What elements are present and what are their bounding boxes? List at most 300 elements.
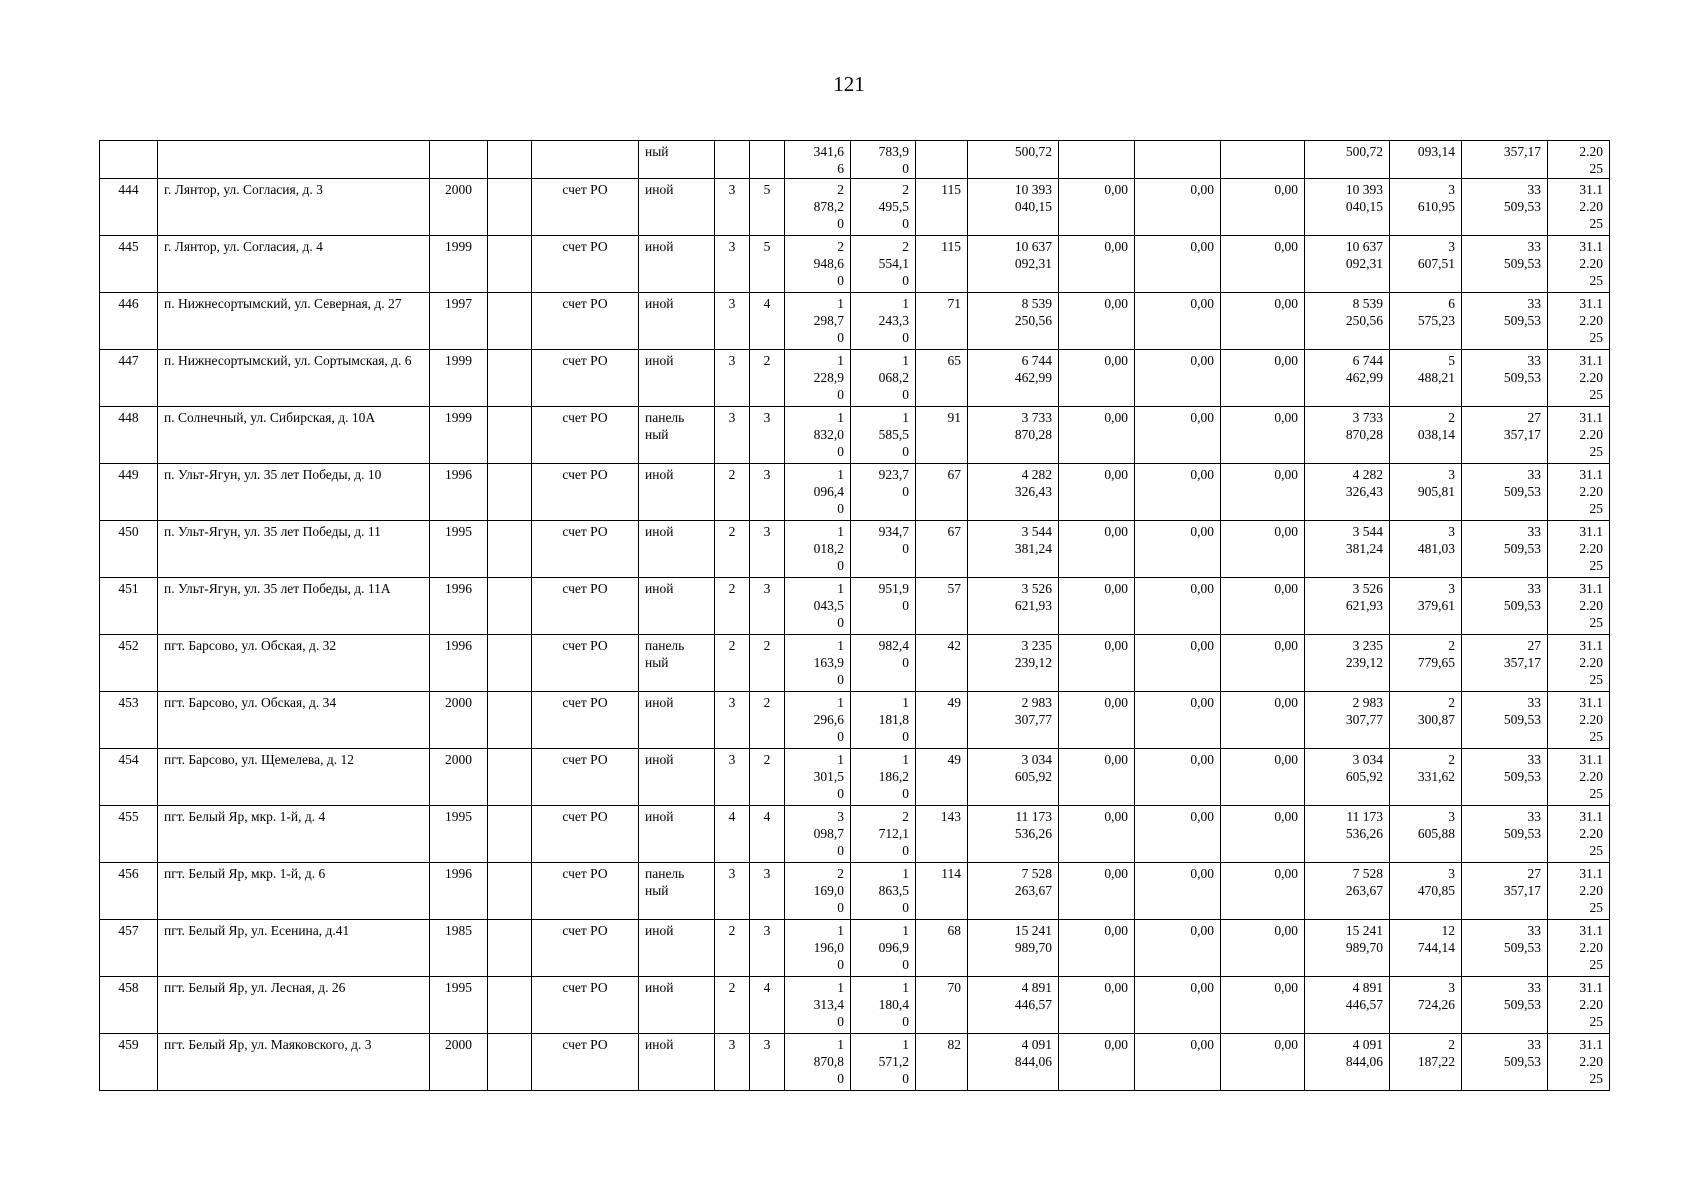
- unit-cost-cell: 2 779,65: [1390, 635, 1462, 692]
- residential-area-cell: 1 585,5 0: [851, 407, 916, 464]
- regional-funds-cell: 0,00: [1135, 863, 1221, 920]
- owner-funds-cell: 3 733 870,28: [1305, 407, 1390, 464]
- floors-count-cell: 3: [715, 293, 750, 350]
- regional-funds-cell: 0,00: [1135, 350, 1221, 407]
- commissioning-year-cell: 1995: [430, 977, 488, 1034]
- address-cell: пгт. Белый Яр, мкр. 1-й, д. 6: [158, 863, 430, 920]
- row-number-cell: 457: [100, 920, 158, 977]
- total-area-cell: 1 296,6 0: [785, 692, 851, 749]
- address-cell: пгт. Барсово, ул. Обская, д. 32: [158, 635, 430, 692]
- completion-year-cell: [488, 236, 532, 293]
- housing-registry-table: [99, 140, 1610, 1091]
- floors-count-cell: 3: [715, 407, 750, 464]
- municipal-funds-cell: 0,00: [1221, 521, 1305, 578]
- total-area-cell: 1 228,9 0: [785, 350, 851, 407]
- row-number-cell: [100, 141, 158, 179]
- entrances-count-cell: [750, 141, 785, 179]
- total-cost-cell: 6 744 462,99: [968, 350, 1059, 407]
- total-cost-cell: 3 235 239,12: [968, 635, 1059, 692]
- row-number-cell: 456: [100, 863, 158, 920]
- municipal-funds-cell: 0,00: [1221, 407, 1305, 464]
- unit-cost-limit-cell: 33 509,53: [1462, 692, 1548, 749]
- municipal-funds-cell: 0,00: [1221, 179, 1305, 236]
- total-area-cell: 1 163,9 0: [785, 635, 851, 692]
- completion-year-cell: [488, 1034, 532, 1091]
- municipal-funds-cell: 0,00: [1221, 464, 1305, 521]
- address-cell: п. Нижнесортымский, ул. Сортымская, д. 6: [158, 350, 430, 407]
- residential-area-cell: 923,7 0: [851, 464, 916, 521]
- row-number-cell: 454: [100, 749, 158, 806]
- table-row: [100, 977, 1610, 1034]
- owner-funds-cell: 11 173 536,26: [1305, 806, 1390, 863]
- regional-funds-cell: [1135, 141, 1221, 179]
- total-area-cell: 2 169,0 0: [785, 863, 851, 920]
- completion-year-cell: [488, 578, 532, 635]
- total-cost-cell: 4 282 326,43: [968, 464, 1059, 521]
- residential-area-cell: 982,4 0: [851, 635, 916, 692]
- federal-funds-cell: 0,00: [1059, 350, 1135, 407]
- entrances-count-cell: 3: [750, 863, 785, 920]
- total-cost-cell: 2 983 307,77: [968, 692, 1059, 749]
- total-cost-cell: 3 544 381,24: [968, 521, 1059, 578]
- fund-method-cell: счет РО: [532, 293, 639, 350]
- federal-funds-cell: 0,00: [1059, 179, 1135, 236]
- row-number-cell: 450: [100, 521, 158, 578]
- registered-residents-cell: 91: [916, 407, 968, 464]
- federal-funds-cell: 0,00: [1059, 920, 1135, 977]
- row-number-cell: 445: [100, 236, 158, 293]
- residential-area-cell: 2 495,5 0: [851, 179, 916, 236]
- federal-funds-cell: 0,00: [1059, 635, 1135, 692]
- unit-cost-limit-cell: 33 509,53: [1462, 293, 1548, 350]
- entrances-count-cell: 2: [750, 749, 785, 806]
- completion-year-cell: [488, 635, 532, 692]
- owner-funds-cell: 3 526 621,93: [1305, 578, 1390, 635]
- total-area-cell: 2 878,2 0: [785, 179, 851, 236]
- address-cell: п. Ульт-Ягун, ул. 35 лет Победы, д. 10: [158, 464, 430, 521]
- wall-material-cell: иной: [639, 977, 715, 1034]
- wall-material-cell: иной: [639, 578, 715, 635]
- owner-funds-cell: 6 744 462,99: [1305, 350, 1390, 407]
- total-area-cell: 341,6 6: [785, 141, 851, 179]
- total-area-cell: 1 301,5 0: [785, 749, 851, 806]
- page-number: 121: [833, 72, 865, 96]
- residential-area-cell: 1 863,5 0: [851, 863, 916, 920]
- total-cost-cell: 4 091 844,06: [968, 1034, 1059, 1091]
- municipal-funds-cell: 0,00: [1221, 863, 1305, 920]
- continuation-row: [100, 141, 1610, 179]
- unit-cost-cell: 2 300,87: [1390, 692, 1462, 749]
- table-row: [100, 920, 1610, 977]
- total-area-cell: 1 096,4 0: [785, 464, 851, 521]
- wall-material-cell: иной: [639, 350, 715, 407]
- owner-funds-cell: 10 393 040,15: [1305, 179, 1390, 236]
- total-area-cell: 1 196,0 0: [785, 920, 851, 977]
- regional-funds-cell: 0,00: [1135, 578, 1221, 635]
- row-number-cell: 458: [100, 977, 158, 1034]
- total-area-cell: 1 832,0 0: [785, 407, 851, 464]
- table-body: [100, 141, 1610, 1091]
- floors-count-cell: 3: [715, 692, 750, 749]
- entrances-count-cell: 5: [750, 179, 785, 236]
- total-cost-cell: 3 526 621,93: [968, 578, 1059, 635]
- completion-year-cell: [488, 141, 532, 179]
- total-area-cell: 2 948,6 0: [785, 236, 851, 293]
- entrances-count-cell: 2: [750, 350, 785, 407]
- total-area-cell: 1 018,2 0: [785, 521, 851, 578]
- registered-residents-cell: 49: [916, 749, 968, 806]
- registered-residents-cell: 57: [916, 578, 968, 635]
- table-row: [100, 464, 1610, 521]
- completion-year-cell: [488, 977, 532, 1034]
- entrances-count-cell: 3: [750, 578, 785, 635]
- planned-completion-date-cell: 31.1 2.20 25: [1548, 692, 1610, 749]
- planned-completion-date-cell: 31.1 2.20 25: [1548, 920, 1610, 977]
- commissioning-year-cell: 1995: [430, 521, 488, 578]
- planned-completion-date-cell: 31.1 2.20 25: [1548, 293, 1610, 350]
- municipal-funds-cell: 0,00: [1221, 578, 1305, 635]
- table-row: [100, 578, 1610, 635]
- unit-cost-limit-cell: 33 509,53: [1462, 464, 1548, 521]
- floors-count-cell: 2: [715, 635, 750, 692]
- registered-residents-cell: [916, 141, 968, 179]
- fund-method-cell: счет РО: [532, 692, 639, 749]
- floors-count-cell: 4: [715, 806, 750, 863]
- unit-cost-cell: 3 610,95: [1390, 179, 1462, 236]
- table-row: [100, 293, 1610, 350]
- table-row: [100, 806, 1610, 863]
- commissioning-year-cell: 1999: [430, 407, 488, 464]
- address-cell: пгт. Барсово, ул. Щемелева, д. 12: [158, 749, 430, 806]
- row-number-cell: 453: [100, 692, 158, 749]
- federal-funds-cell: 0,00: [1059, 464, 1135, 521]
- residential-area-cell: 1 571,2 0: [851, 1034, 916, 1091]
- residential-area-cell: 2 712,1 0: [851, 806, 916, 863]
- row-number-cell: 446: [100, 293, 158, 350]
- municipal-funds-cell: 0,00: [1221, 749, 1305, 806]
- unit-cost-cell: 093,14: [1390, 141, 1462, 179]
- unit-cost-limit-cell: 33 509,53: [1462, 179, 1548, 236]
- fund-method-cell: счет РО: [532, 1034, 639, 1091]
- federal-funds-cell: 0,00: [1059, 863, 1135, 920]
- floors-count-cell: 3: [715, 236, 750, 293]
- total-area-cell: 1 870,8 0: [785, 1034, 851, 1091]
- regional-funds-cell: 0,00: [1135, 635, 1221, 692]
- fund-method-cell: счет РО: [532, 407, 639, 464]
- total-cost-cell: 4 891 446,57: [968, 977, 1059, 1034]
- federal-funds-cell: 0,00: [1059, 407, 1135, 464]
- residential-area-cell: 1 068,2 0: [851, 350, 916, 407]
- municipal-funds-cell: 0,00: [1221, 236, 1305, 293]
- row-number-cell: 455: [100, 806, 158, 863]
- unit-cost-limit-cell: 33 509,53: [1462, 521, 1548, 578]
- registered-residents-cell: 65: [916, 350, 968, 407]
- planned-completion-date-cell: 31.1 2.20 25: [1548, 350, 1610, 407]
- municipal-funds-cell: 0,00: [1221, 806, 1305, 863]
- total-cost-cell: 15 241 989,70: [968, 920, 1059, 977]
- municipal-funds-cell: 0,00: [1221, 977, 1305, 1034]
- federal-funds-cell: 0,00: [1059, 692, 1135, 749]
- address-cell: пгт. Белый Яр, ул. Маяковского, д. 3: [158, 1034, 430, 1091]
- entrances-count-cell: 2: [750, 692, 785, 749]
- regional-funds-cell: 0,00: [1135, 920, 1221, 977]
- total-cost-cell: 8 539 250,56: [968, 293, 1059, 350]
- commissioning-year-cell: 1996: [430, 635, 488, 692]
- unit-cost-cell: 2 038,14: [1390, 407, 1462, 464]
- commissioning-year-cell: 1999: [430, 350, 488, 407]
- unit-cost-limit-cell: 33 509,53: [1462, 920, 1548, 977]
- table-row: [100, 749, 1610, 806]
- federal-funds-cell: [1059, 141, 1135, 179]
- registered-residents-cell: 49: [916, 692, 968, 749]
- completion-year-cell: [488, 749, 532, 806]
- fund-method-cell: счет РО: [532, 350, 639, 407]
- fund-method-cell: счет РО: [532, 236, 639, 293]
- row-number-cell: 444: [100, 179, 158, 236]
- planned-completion-date-cell: 31.1 2.20 25: [1548, 521, 1610, 578]
- unit-cost-cell: 3 470,85: [1390, 863, 1462, 920]
- table-row: [100, 1034, 1610, 1091]
- owner-funds-cell: 8 539 250,56: [1305, 293, 1390, 350]
- fund-method-cell: счет РО: [532, 635, 639, 692]
- owner-funds-cell: 3 544 381,24: [1305, 521, 1390, 578]
- floors-count-cell: 2: [715, 464, 750, 521]
- table-row: [100, 407, 1610, 464]
- completion-year-cell: [488, 806, 532, 863]
- registered-residents-cell: 71: [916, 293, 968, 350]
- table-row: [100, 179, 1610, 236]
- unit-cost-limit-cell: 357,17: [1462, 141, 1548, 179]
- regional-funds-cell: 0,00: [1135, 407, 1221, 464]
- address-cell: [158, 141, 430, 179]
- planned-completion-date-cell: 31.1 2.20 25: [1548, 863, 1610, 920]
- owner-funds-cell: 10 637 092,31: [1305, 236, 1390, 293]
- completion-year-cell: [488, 350, 532, 407]
- total-cost-cell: 11 173 536,26: [968, 806, 1059, 863]
- address-cell: пгт. Белый Яр, ул. Есенина, д.41: [158, 920, 430, 977]
- total-area-cell: 1 298,7 0: [785, 293, 851, 350]
- fund-method-cell: счет РО: [532, 464, 639, 521]
- municipal-funds-cell: 0,00: [1221, 920, 1305, 977]
- wall-material-cell: иной: [639, 236, 715, 293]
- total-cost-cell: 3 733 870,28: [968, 407, 1059, 464]
- commissioning-year-cell: 1995: [430, 806, 488, 863]
- table-row: [100, 350, 1610, 407]
- regional-funds-cell: 0,00: [1135, 464, 1221, 521]
- registered-residents-cell: 42: [916, 635, 968, 692]
- floors-count-cell: 2: [715, 578, 750, 635]
- owner-funds-cell: 15 241 989,70: [1305, 920, 1390, 977]
- commissioning-year-cell: 2000: [430, 179, 488, 236]
- unit-cost-cell: 3 481,03: [1390, 521, 1462, 578]
- address-cell: п. Нижнесортымский, ул. Северная, д. 27: [158, 293, 430, 350]
- registered-residents-cell: 82: [916, 1034, 968, 1091]
- unit-cost-limit-cell: 27 357,17: [1462, 863, 1548, 920]
- row-number-cell: 449: [100, 464, 158, 521]
- commissioning-year-cell: 1996: [430, 464, 488, 521]
- floors-count-cell: 2: [715, 920, 750, 977]
- owner-funds-cell: 4 091 844,06: [1305, 1034, 1390, 1091]
- registered-residents-cell: 114: [916, 863, 968, 920]
- entrances-count-cell: 3: [750, 521, 785, 578]
- completion-year-cell: [488, 464, 532, 521]
- unit-cost-limit-cell: 27 357,17: [1462, 635, 1548, 692]
- unit-cost-cell: 3 607,51: [1390, 236, 1462, 293]
- wall-material-cell: иной: [639, 293, 715, 350]
- commissioning-year-cell: 1997: [430, 293, 488, 350]
- floors-count-cell: 3: [715, 749, 750, 806]
- wall-material-cell: иной: [639, 179, 715, 236]
- table-row: [100, 635, 1610, 692]
- entrances-count-cell: 3: [750, 920, 785, 977]
- commissioning-year-cell: 1996: [430, 863, 488, 920]
- owner-funds-cell: 500,72: [1305, 141, 1390, 179]
- municipal-funds-cell: 0,00: [1221, 635, 1305, 692]
- residential-area-cell: 934,7 0: [851, 521, 916, 578]
- address-cell: г. Лянтор, ул. Согласия, д. 4: [158, 236, 430, 293]
- planned-completion-date-cell: 31.1 2.20 25: [1548, 179, 1610, 236]
- residential-area-cell: 951,9 0: [851, 578, 916, 635]
- planned-completion-date-cell: 31.1 2.20 25: [1548, 977, 1610, 1034]
- regional-funds-cell: 0,00: [1135, 236, 1221, 293]
- regional-funds-cell: 0,00: [1135, 1034, 1221, 1091]
- owner-funds-cell: 4 891 446,57: [1305, 977, 1390, 1034]
- commissioning-year-cell: 2000: [430, 1034, 488, 1091]
- total-area-cell: 1 043,5 0: [785, 578, 851, 635]
- unit-cost-cell: 3 724,26: [1390, 977, 1462, 1034]
- wall-material-cell: иной: [639, 521, 715, 578]
- unit-cost-limit-cell: 33 509,53: [1462, 977, 1548, 1034]
- total-cost-cell: 500,72: [968, 141, 1059, 179]
- entrances-count-cell: 2: [750, 635, 785, 692]
- address-cell: пгт. Барсово, ул. Обская, д. 34: [158, 692, 430, 749]
- wall-material-cell: ный: [639, 141, 715, 179]
- row-number-cell: 451: [100, 578, 158, 635]
- planned-completion-date-cell: 31.1 2.20 25: [1548, 806, 1610, 863]
- table-row: [100, 863, 1610, 920]
- owner-funds-cell: 3 235 239,12: [1305, 635, 1390, 692]
- municipal-funds-cell: 0,00: [1221, 350, 1305, 407]
- row-number-cell: 447: [100, 350, 158, 407]
- fund-method-cell: счет РО: [532, 977, 639, 1034]
- owner-funds-cell: 2 983 307,77: [1305, 692, 1390, 749]
- unit-cost-cell: 12 744,14: [1390, 920, 1462, 977]
- commissioning-year-cell: 2000: [430, 749, 488, 806]
- unit-cost-cell: 3 379,61: [1390, 578, 1462, 635]
- unit-cost-cell: 5 488,21: [1390, 350, 1462, 407]
- federal-funds-cell: 0,00: [1059, 1034, 1135, 1091]
- unit-cost-limit-cell: 33 509,53: [1462, 806, 1548, 863]
- fund-method-cell: [532, 141, 639, 179]
- registered-residents-cell: 67: [916, 464, 968, 521]
- unit-cost-limit-cell: 33 509,53: [1462, 749, 1548, 806]
- regional-funds-cell: 0,00: [1135, 293, 1221, 350]
- commissioning-year-cell: [430, 141, 488, 179]
- unit-cost-limit-cell: 33 509,53: [1462, 236, 1548, 293]
- address-cell: п. Ульт-Ягун, ул. 35 лет Победы, д. 11А: [158, 578, 430, 635]
- federal-funds-cell: 0,00: [1059, 236, 1135, 293]
- wall-material-cell: иной: [639, 806, 715, 863]
- fund-method-cell: счет РО: [532, 578, 639, 635]
- owner-funds-cell: 7 528 263,67: [1305, 863, 1390, 920]
- completion-year-cell: [488, 920, 532, 977]
- federal-funds-cell: 0,00: [1059, 578, 1135, 635]
- total-area-cell: 1 313,4 0: [785, 977, 851, 1034]
- registered-residents-cell: 70: [916, 977, 968, 1034]
- total-cost-cell: 10 637 092,31: [968, 236, 1059, 293]
- planned-completion-date-cell: 31.1 2.20 25: [1548, 236, 1610, 293]
- address-cell: пгт. Белый Яр, ул. Лесная, д. 26: [158, 977, 430, 1034]
- floors-count-cell: 3: [715, 863, 750, 920]
- regional-funds-cell: 0,00: [1135, 179, 1221, 236]
- residential-area-cell: 2 554,1 0: [851, 236, 916, 293]
- fund-method-cell: счет РО: [532, 179, 639, 236]
- entrances-count-cell: 4: [750, 293, 785, 350]
- row-number-cell: 459: [100, 1034, 158, 1091]
- wall-material-cell: панель ный: [639, 407, 715, 464]
- residential-area-cell: 1 096,9 0: [851, 920, 916, 977]
- wall-material-cell: иной: [639, 464, 715, 521]
- registered-residents-cell: 143: [916, 806, 968, 863]
- table-row: [100, 236, 1610, 293]
- unit-cost-cell: 3 905,81: [1390, 464, 1462, 521]
- municipal-funds-cell: [1221, 141, 1305, 179]
- address-cell: п. Ульт-Ягун, ул. 35 лет Победы, д. 11: [158, 521, 430, 578]
- total-cost-cell: 10 393 040,15: [968, 179, 1059, 236]
- regional-funds-cell: 0,00: [1135, 692, 1221, 749]
- fund-method-cell: счет РО: [532, 920, 639, 977]
- fund-method-cell: счет РО: [532, 806, 639, 863]
- planned-completion-date-cell: 31.1 2.20 25: [1548, 464, 1610, 521]
- residential-area-cell: 1 181,8 0: [851, 692, 916, 749]
- entrances-count-cell: 5: [750, 236, 785, 293]
- registered-residents-cell: 68: [916, 920, 968, 977]
- wall-material-cell: иной: [639, 1034, 715, 1091]
- unit-cost-cell: 6 575,23: [1390, 293, 1462, 350]
- federal-funds-cell: 0,00: [1059, 293, 1135, 350]
- wall-material-cell: панель ный: [639, 863, 715, 920]
- total-area-cell: 3 098,7 0: [785, 806, 851, 863]
- wall-material-cell: иной: [639, 920, 715, 977]
- entrances-count-cell: 3: [750, 407, 785, 464]
- floors-count-cell: 3: [715, 179, 750, 236]
- planned-completion-date-cell: 31.1 2.20 25: [1548, 749, 1610, 806]
- floors-count-cell: 3: [715, 1034, 750, 1091]
- residential-area-cell: 1 186,2 0: [851, 749, 916, 806]
- entrances-count-cell: 3: [750, 1034, 785, 1091]
- address-cell: п. Солнечный, ул. Сибирская, д. 10А: [158, 407, 430, 464]
- federal-funds-cell: 0,00: [1059, 521, 1135, 578]
- registered-residents-cell: 115: [916, 236, 968, 293]
- wall-material-cell: иной: [639, 749, 715, 806]
- planned-completion-date-cell: 31.1 2.20 25: [1548, 407, 1610, 464]
- table-row: [100, 692, 1610, 749]
- floors-count-cell: [715, 141, 750, 179]
- residential-area-cell: 1 243,3 0: [851, 293, 916, 350]
- unit-cost-limit-cell: 27 357,17: [1462, 407, 1548, 464]
- fund-method-cell: счет РО: [532, 863, 639, 920]
- completion-year-cell: [488, 407, 532, 464]
- total-cost-cell: 3 034 605,92: [968, 749, 1059, 806]
- municipal-funds-cell: 0,00: [1221, 692, 1305, 749]
- commissioning-year-cell: 2000: [430, 692, 488, 749]
- residential-area-cell: 1 180,4 0: [851, 977, 916, 1034]
- total-cost-cell: 7 528 263,67: [968, 863, 1059, 920]
- regional-funds-cell: 0,00: [1135, 806, 1221, 863]
- floors-count-cell: 2: [715, 521, 750, 578]
- completion-year-cell: [488, 863, 532, 920]
- planned-completion-date-cell: 31.1 2.20 25: [1548, 578, 1610, 635]
